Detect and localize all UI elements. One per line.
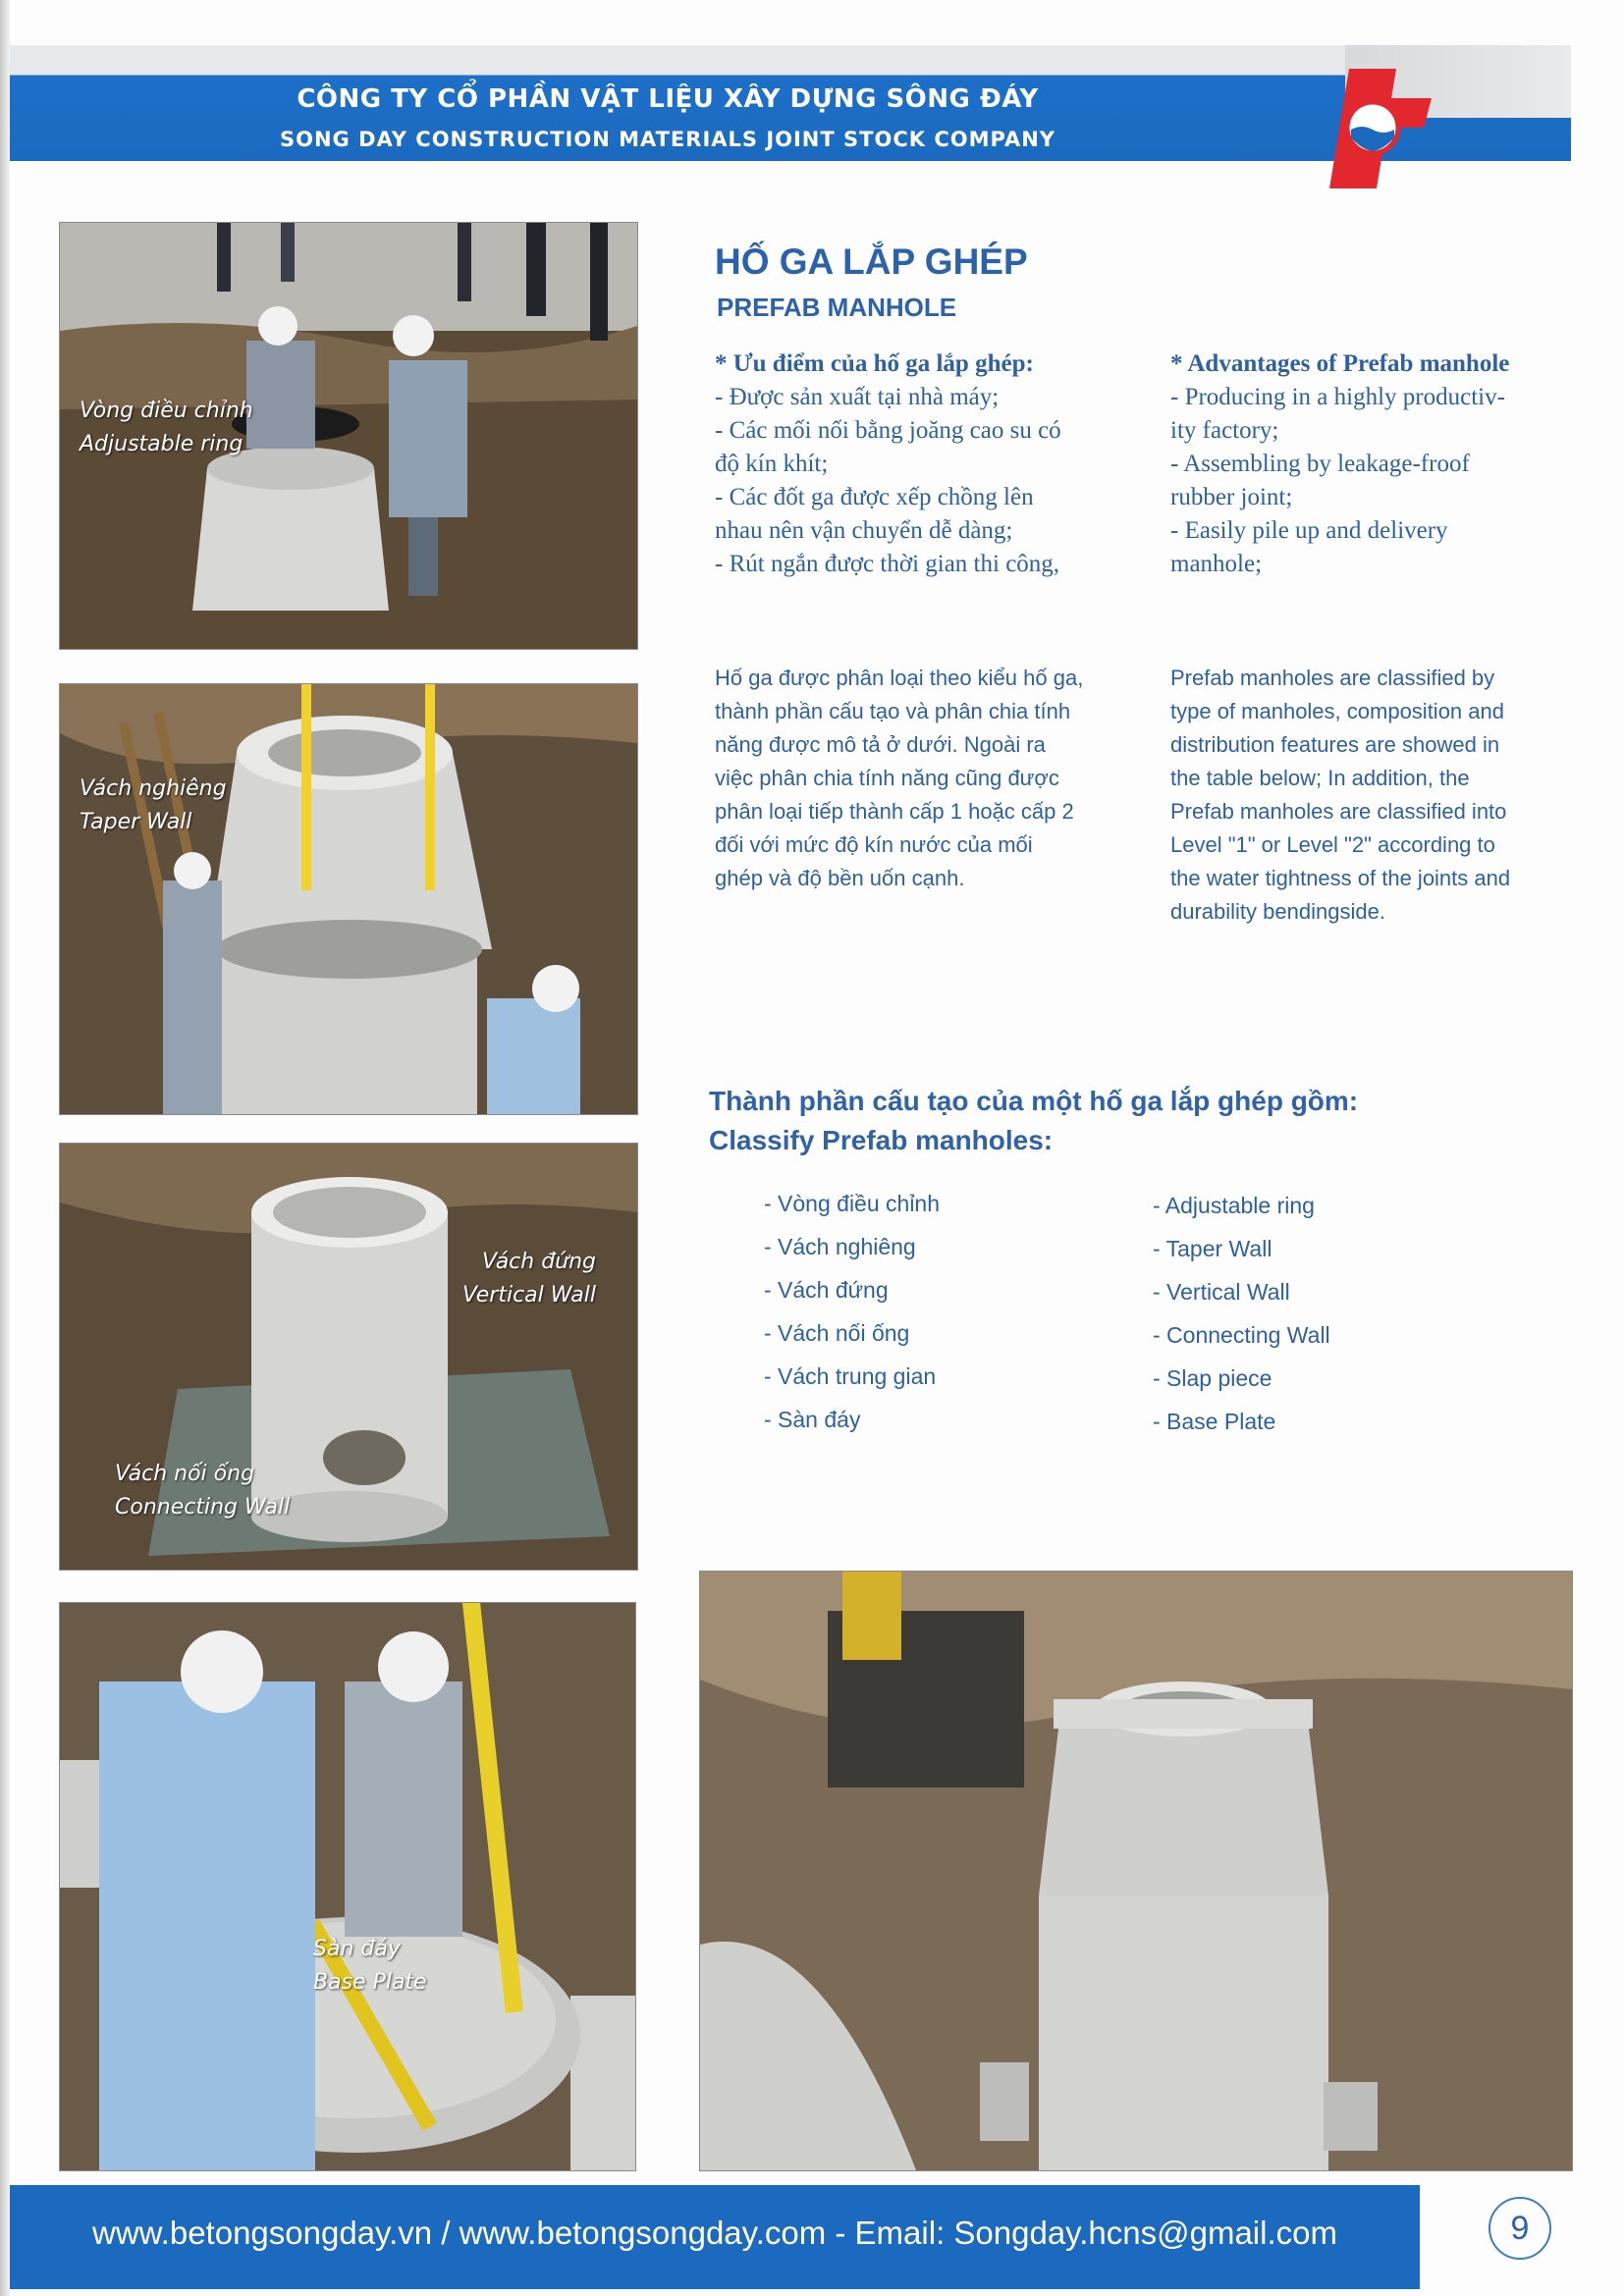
scan-edge — [0, 0, 10, 2296]
component-item: - Vách nối ống — [764, 1320, 910, 1346]
advantage-line: - Các mối nối bằng joăng cao su có — [715, 417, 1061, 444]
paragraph-line: durability bendingside. — [1170, 899, 1385, 924]
advantages-en-heading: * Advantages of Prefab manhole — [1170, 350, 1510, 377]
photo-base-plate — [59, 1602, 636, 2171]
component-item: - Base Plate — [1153, 1409, 1276, 1434]
classification-paragraph-en — [1170, 662, 1602, 929]
advantage-line: rubber joint; — [1170, 484, 1293, 510]
advantage-line: độ kín khít; — [715, 451, 829, 477]
paragraph-line: ghép và độ bền uốn cạnh. — [715, 866, 965, 890]
photo-vertical-wall — [59, 1143, 638, 1571]
paragraph-line: the water tightness of the joints and — [1170, 866, 1511, 890]
caption-vn: Vòng điều chỉnh — [80, 399, 253, 423]
page-subtitle: PREFAB MANHOLE — [717, 293, 957, 322]
page-title: HỐ GA LẮP GHÉP — [715, 241, 1028, 282]
component-item: - Connecting Wall — [1153, 1322, 1330, 1348]
caption-en: Connecting Wall — [115, 1495, 291, 1520]
advantage-line: - Các đốt ga được xếp chồng lên — [715, 484, 1034, 510]
paragraph-line: phân loại tiếp thành cấp 1 hoặc cấp 2 — [715, 799, 1074, 824]
paragraph-line: the table below; In addition, the — [1170, 766, 1470, 790]
components-list-vn — [764, 1182, 940, 1441]
component-item: - Taper Wall — [1153, 1236, 1272, 1261]
components-list-en — [1153, 1184, 1330, 1443]
component-item: - Vòng điều chỉnh — [764, 1191, 941, 1216]
advantage-line: - Rút ngắn được thời gian thi công, — [715, 551, 1060, 577]
caption-en: Taper Wall — [80, 810, 192, 834]
song-day-logo-icon — [1322, 69, 1432, 188]
advantages-vn-heading: * Ưu điểm của hố ga lắp ghép: — [715, 350, 1034, 377]
caption-vn: Vách nghiêng — [80, 776, 227, 801]
caption-base-plate — [313, 1933, 427, 2000]
paragraph-line: đối với mức độ kín nước của mối — [715, 832, 1033, 857]
classification-paragraph-vn — [715, 662, 1147, 895]
company-name-vn: CÔNG TY CỔ PHẦN VẬT LIỆU XÂY DỰNG SÔNG ĐÁY — [297, 84, 1039, 114]
component-item: - Vách trung gian — [764, 1363, 937, 1389]
advantage-line: nhau nên vận chuyển dễ dàng; — [715, 517, 1013, 544]
caption-vn: Sàn đáy — [313, 1937, 401, 1961]
paragraph-line: Level "1" or Level "2" according to — [1170, 832, 1495, 857]
photo-taper-wall — [59, 683, 638, 1115]
advantage-line: - Easily pile up and delivery — [1170, 517, 1448, 544]
advantage-line: - Producing in a highly productiv- — [1170, 384, 1505, 410]
photo-assembled-manhole — [699, 1571, 1573, 2171]
paragraph-line: Prefab manholes are classified into — [1170, 799, 1507, 824]
caption-en: Base Plate — [313, 1970, 427, 1995]
caption-en: Adjustable ring — [80, 432, 244, 456]
caption-vn: Vách nối ống — [115, 1462, 255, 1486]
component-item: - Sàn đáy — [764, 1407, 861, 1432]
photo-adjustable-ring — [59, 222, 638, 650]
advantage-line: - Assembling by leakage-froof — [1170, 451, 1470, 477]
paragraph-line: Hố ga được phân loại theo kiểu hố ga, — [715, 666, 1084, 690]
advantage-line: manhole; — [1170, 551, 1263, 577]
component-item: - Vách nghiêng — [764, 1234, 916, 1259]
caption-adjustable-ring — [80, 395, 253, 461]
caption-vn: Vách đứng — [482, 1250, 597, 1274]
paragraph-line: Prefab manholes are classified by — [1170, 666, 1495, 690]
paragraph-line: thành phần cấu tạo và phân chia tính — [715, 699, 1071, 723]
caption-taper-wall — [80, 773, 227, 839]
advantage-line: - Được sản xuất tại nhà máy; — [715, 384, 1000, 410]
caption-vertical-wall — [462, 1246, 596, 1312]
component-item: - Adjustable ring — [1153, 1193, 1315, 1218]
advantage-line: ity factory; — [1170, 417, 1279, 444]
components-title-en: Classify Prefab manholes: — [709, 1125, 1054, 1155]
paragraph-line: việc phân chia tính năng cũng được — [715, 766, 1059, 790]
page-number: 9 — [1489, 2197, 1551, 2260]
advantages-en — [1170, 347, 1602, 581]
caption-en: Vertical Wall — [462, 1283, 597, 1308]
company-name-en: SONG DAY CONSTRUCTION MATERIALS JOINT STOCK COMPANY — [280, 128, 1056, 151]
component-item: - Vách đứng — [764, 1277, 889, 1303]
paragraph-line: năng được mô tả ở dưới. Ngoài ra — [715, 732, 1046, 757]
component-item: - Slap piece — [1153, 1365, 1272, 1391]
component-item: - Vertical Wall — [1153, 1279, 1290, 1305]
advantages-vn — [715, 347, 1147, 581]
components-title-vn: Thành phần cấu tạo của một hố ga lắp ghép gồm: — [709, 1086, 1359, 1116]
footer-contact: www.betongsongday.vn / www.betongsongday.com - Email: Songday.hcns@gmail.com — [92, 2215, 1337, 2251]
paragraph-line: type of manholes, composition and — [1170, 699, 1504, 723]
paragraph-line: distribution features are showed in — [1170, 732, 1500, 757]
caption-connecting-wall — [115, 1458, 290, 1524]
